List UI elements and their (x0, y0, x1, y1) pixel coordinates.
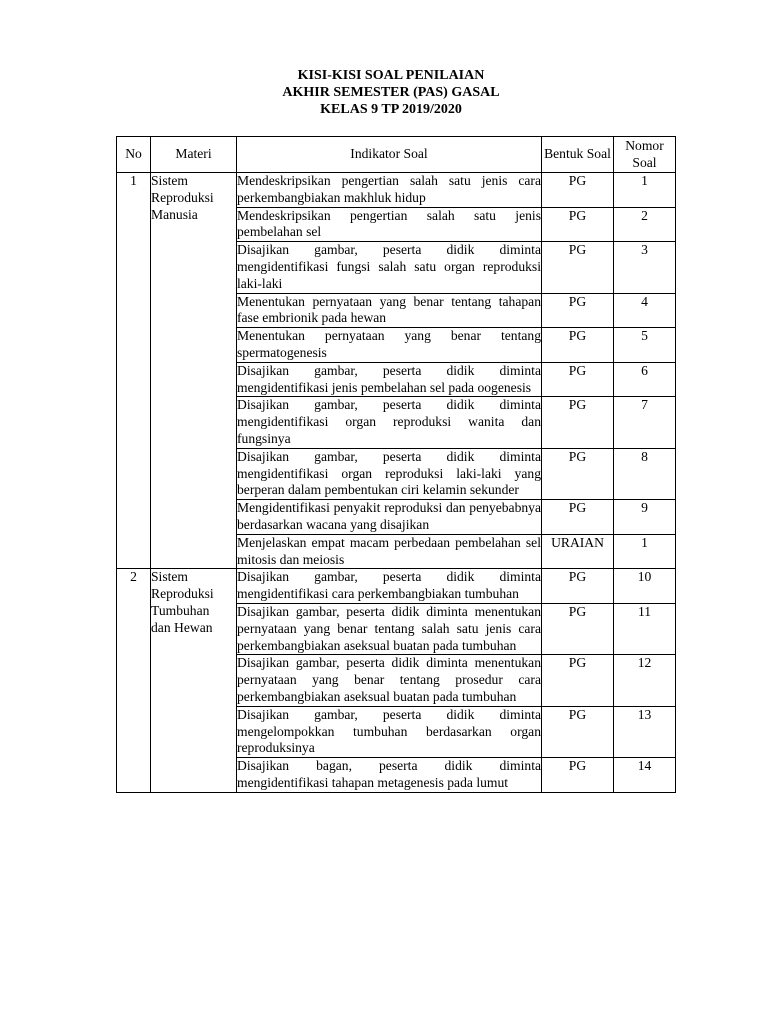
cell-bentuk: PG (542, 569, 614, 604)
cell-indikator: Disajikan gambar, peserta didik diminta mengidentifikasi organ reproduksi laki-laki yang berperan dalam pembentukan ciri kelamin sekunder (237, 448, 542, 499)
cell-indikator: Disajikan gambar, peserta didik diminta mengidentifikasi organ reproduksi wanita dan fungsinya (237, 397, 542, 448)
header-no: No (117, 137, 151, 173)
cell-bentuk: PG (542, 758, 614, 793)
header-materi: Materi (151, 137, 237, 173)
cell-indikator: Disajikan gambar, peserta didik diminta mengidentifikasi fungsi salah satu organ reproduksi laki-laki (237, 242, 542, 293)
cell-bentuk: PG (542, 173, 614, 208)
cell-nomor: 1 (614, 173, 676, 208)
materi-line: Sistem (151, 569, 189, 585)
materi-line: Reproduksi (151, 586, 214, 602)
cell-indikator: Menjelaskan empat macam perbedaan pembelahan sel mitosis dan meiosis (237, 534, 542, 569)
cell-indikator: Mendeskripsikan pengertian salah satu jenis cara perkembangbiakan makhluk hidup (237, 173, 542, 208)
cell-indikator: Disajikan bagan, peserta didik diminta mengidentifikasi tahapan metagenesis pada lumut (237, 758, 542, 793)
materi-line: Reproduksi (151, 189, 214, 205)
cell-materi (151, 173, 237, 569)
cell-indikator: Disajikan gambar, peserta didik diminta mengidentifikasi jenis pembelahan sel pada oogenesis (237, 362, 542, 397)
cell-nomor: 2 (614, 207, 676, 242)
table-row (117, 569, 676, 604)
header-indikator: Indikator Soal (237, 137, 542, 173)
cell-nomor: 12 (614, 655, 676, 706)
cell-nomor: 1 (614, 534, 676, 569)
cell-nomor: 10 (614, 569, 676, 604)
cell-indikator: Disajikan gambar, peserta didik diminta mengelompokkan tumbuhan berdasarkan organ reproduksinya (237, 706, 542, 757)
materi-line: Tumbuhan (151, 602, 210, 618)
cell-indikator: Disajikan gambar, peserta didik diminta mengidentifikasi cara perkembangbiakan tumbuhan (237, 569, 542, 604)
cell-nomor: 3 (614, 242, 676, 293)
title-line: KELAS 9 TP 2019/2020 (320, 102, 462, 117)
materi-line: Manusia (151, 206, 198, 222)
cell-bentuk: PG (542, 328, 614, 363)
document-title (0, 67, 768, 118)
cell-bentuk: PG (542, 655, 614, 706)
cell-indikator: Mendeskripsikan pengertian salah satu jenis pembelahan sel (237, 207, 542, 242)
cell-indikator: Menentukan pernyataan yang benar tentang tahapan fase embrionik pada hewan (237, 293, 542, 328)
cell-bentuk: PG (542, 293, 614, 328)
title-line: AKHIR SEMESTER (PAS) GASAL (282, 85, 500, 100)
cell-bentuk: PG (542, 706, 614, 757)
cell-nomor: 14 (614, 758, 676, 793)
cell-materi (151, 569, 237, 792)
cell-bentuk: PG (542, 500, 614, 535)
cell-bentuk: PG (542, 448, 614, 499)
cell-nomor: 6 (614, 362, 676, 397)
header-nomor: Nomor Soal (614, 137, 676, 173)
cell-indikator: Menentukan pernyataan yang benar tentang spermatogenesis (237, 328, 542, 363)
table-row (117, 173, 676, 208)
cell-nomor: 7 (614, 397, 676, 448)
cell-bentuk: PG (542, 362, 614, 397)
cell-nomor: 5 (614, 328, 676, 363)
table-body (117, 173, 676, 793)
cell-no: 2 (117, 569, 151, 792)
cell-bentuk: PG (542, 603, 614, 654)
materi-line: dan Hewan (151, 619, 213, 635)
cell-nomor: 9 (614, 500, 676, 535)
cell-nomor: 11 (614, 603, 676, 654)
cell-bentuk: PG (542, 242, 614, 293)
materi-line: Sistem (151, 173, 189, 188)
cell-nomor: 8 (614, 448, 676, 499)
kisi-kisi-table (116, 136, 676, 793)
cell-nomor: 13 (614, 706, 676, 757)
cell-indikator: Disajikan gambar, peserta didik diminta menentukan pernyataan yang benar tentang prosedur cara perkembangbiakan aseksual buatan pada tumbuhan (237, 655, 542, 706)
cell-no: 1 (117, 173, 151, 569)
cell-bentuk: URAIAN (542, 534, 614, 569)
header-bentuk: Bentuk Soal (542, 137, 614, 173)
table-header-row (117, 137, 676, 173)
cell-bentuk: PG (542, 397, 614, 448)
title-line: KISI-KISI SOAL PENILAIAN (297, 68, 485, 83)
cell-indikator: Disajikan gambar, peserta didik diminta menentukan pernyataan yang benar tentang salah satu jenis cara perkembangbiakan aseksual buatan pada tumbuhan (237, 603, 542, 654)
cell-bentuk: PG (542, 207, 614, 242)
cell-nomor: 4 (614, 293, 676, 328)
cell-indikator: Mengidentifikasi penyakit reproduksi dan penyebabnya berdasarkan wacana yang disajikan (237, 500, 542, 535)
